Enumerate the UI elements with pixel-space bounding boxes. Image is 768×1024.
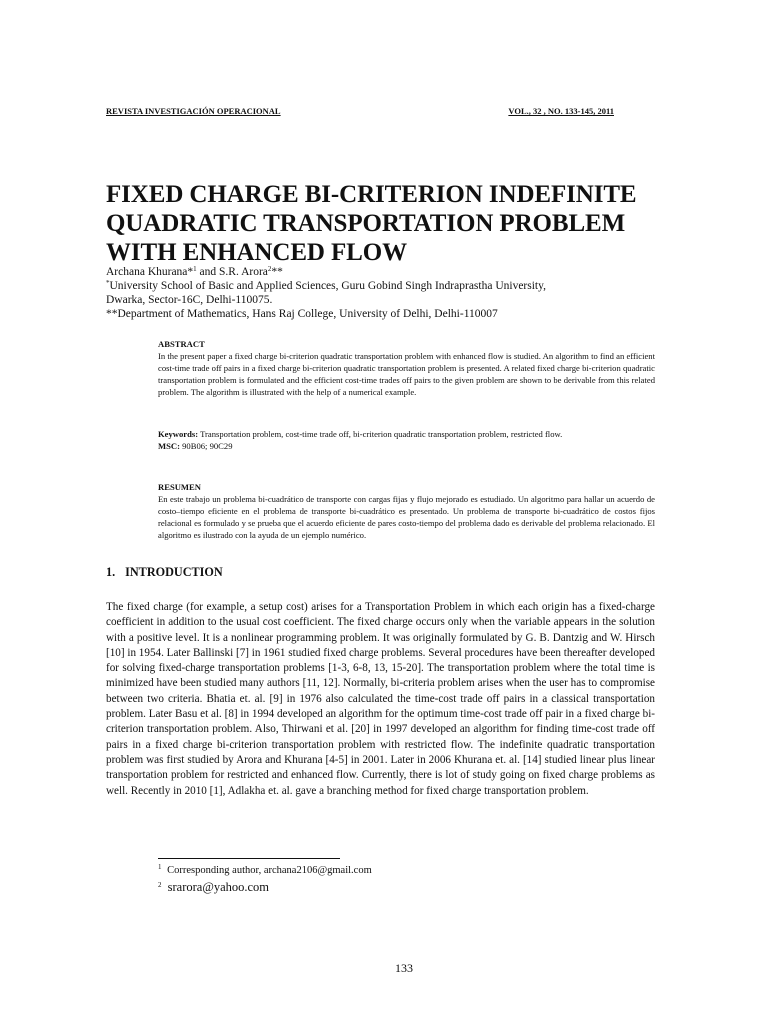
footnote-divider	[158, 858, 340, 859]
abstract-block	[158, 338, 655, 398]
introduction-paragraph: The fixed charge (for example, a setup cost) arises for a Transportation Problem in which each origin has a fixed-charge coefficient in addition to the usual cost coefficient. The fixed charge occurs only when the variable appears in the solution with a positive level. It is a nonlinear programming problem. It was originally formulated by G. B. Dantzig and W. Hirsch [10] in 1954. Later Ballinski [7] in 1961 studied fixed charge problems. Several procedures have been thereafter developed for solving fixed-charge transportation problems [1-3, 6-8, 13, 15-20]. The transportation problem where the total time is minimized have been studied many authors [11, 12]. Normally, bi-criteria problem arises when the user has to compromise between two criteria. Bhatia et. al. [9] in 1976 also calculated the time-cost trade off pairs in a classical transportation problem. Later Basu et al. [8] in 1994 developed an algorithm for the optimum time-cost trade off pair in a fixed charge bi-criterion transportation problem. Also, Thirwani et al. [20] in 1997 developed an algorithm for finding time-cost trade off pairs in a fixed charge bi-criterion transportation problem with restricted flow. The indefinite quadratic transportation problem was first studied by Arora and Khurana [4-5] in 2001. Later in 2006 Khurana et. al. [14] studied linear plus linear transportation problem for restricted and enhanced flow. Currently, there is lot of study going on fixed charge problems as well. Recently in 2010 [1], Adlakha et. al. gave a branching method for fixed charge transportation problem.	[106, 601, 655, 797]
resumen-block	[158, 481, 655, 541]
keywords-label: Keywords:	[158, 429, 199, 439]
affiliation-1-mark: *	[106, 279, 110, 287]
volume-info: VOL., 32 , NO. 133-145, 2011	[508, 106, 614, 116]
footnote-1	[158, 864, 372, 877]
footnote-2-text: srarora@yahoo.com	[164, 880, 270, 894]
author-line	[106, 265, 666, 279]
keywords-block	[158, 428, 655, 452]
footnote-1-text: Corresponding author, archana2106@gmail.com	[164, 865, 372, 876]
msc-codes: 90B06; 90C29	[179, 441, 233, 451]
footnote-1-mark: 1	[158, 863, 162, 871]
affiliation-1: *University School of Basic and Applied Sciences, Guru Gobind Singh Indraprastha University,	[106, 279, 547, 292]
author-block	[106, 265, 666, 321]
paper-title: FIXED CHARGE BI-CRITERION INDEFINITE QUADRATIC TRANSPORTATION PROBLEM WITH ENHANCED FLOW	[106, 181, 637, 266]
resumen-heading: RESUMEN	[158, 482, 201, 492]
msc-line	[158, 440, 655, 452]
author-2-mark: **	[271, 266, 283, 278]
footnote-2-mark: 2	[158, 881, 162, 889]
author-1-footnote-mark: 1	[193, 265, 197, 273]
affiliation-1-address: Dwarka, Sector-16C, Delhi-110075.	[106, 294, 273, 306]
abstract-text: In the present paper a fixed charge bi-criterion quadratic transportation problem with enhanced flow is studied. An algorithm to find an efficient cost-time trade off pairs in a fixed charge bi-criterion quadratic transportation problem is presented. A related fixed charge bi-criterion quadratic transportation problem is formulated and the efficient cost-time trades off pairs to the given problem are shown to be derivable from this related problem. The algorithm is illustrated with the help of a numerical example.	[158, 351, 655, 397]
author-1: Archana Khurana*	[106, 266, 194, 278]
running-header	[106, 106, 614, 117]
keywords-text: Transportation problem, cost-time trade off, bi-criterion quadratic transportation problem, restricted flow.	[198, 429, 563, 439]
keywords-line	[158, 428, 655, 440]
section-title: INTRODUCTION	[125, 565, 223, 579]
affiliation-2: **Department of Mathematics, Hans Raj College, University of Delhi, Delhi-110007	[106, 308, 498, 320]
footnote-2	[158, 880, 269, 895]
journal-name: REVISTA INVESTIGACIÓN OPERACIONAL	[106, 106, 281, 116]
page-number: 133	[395, 961, 413, 975]
msc-label: MSC:	[158, 441, 180, 451]
author-2: and S.R. Arora	[196, 266, 268, 278]
section-heading	[106, 565, 223, 579]
author-2-footnote-mark: 2	[267, 265, 272, 273]
section-number: 1.	[106, 565, 116, 579]
abstract-heading: ABSTRACT	[158, 339, 205, 349]
resumen-text: En este trabajo un problema bi-cuadrático de transporte con cargas fijas y flujo mejorado es estudiado. Un algoritmo para hallar un acuerdo de costo–tiempo eficiente en el problema de transporte bi-cuadrático es presentado. Un problema de transporte bi-cuadrático de costos fijos relacional es formulado y se prueba que el acuerdo eficiente de pares costo-tiempo del problema dado es derivable del problema relacionado. El algoritmo es ilustrado con la ayuda de un ejemplo numérico.	[158, 494, 655, 540]
